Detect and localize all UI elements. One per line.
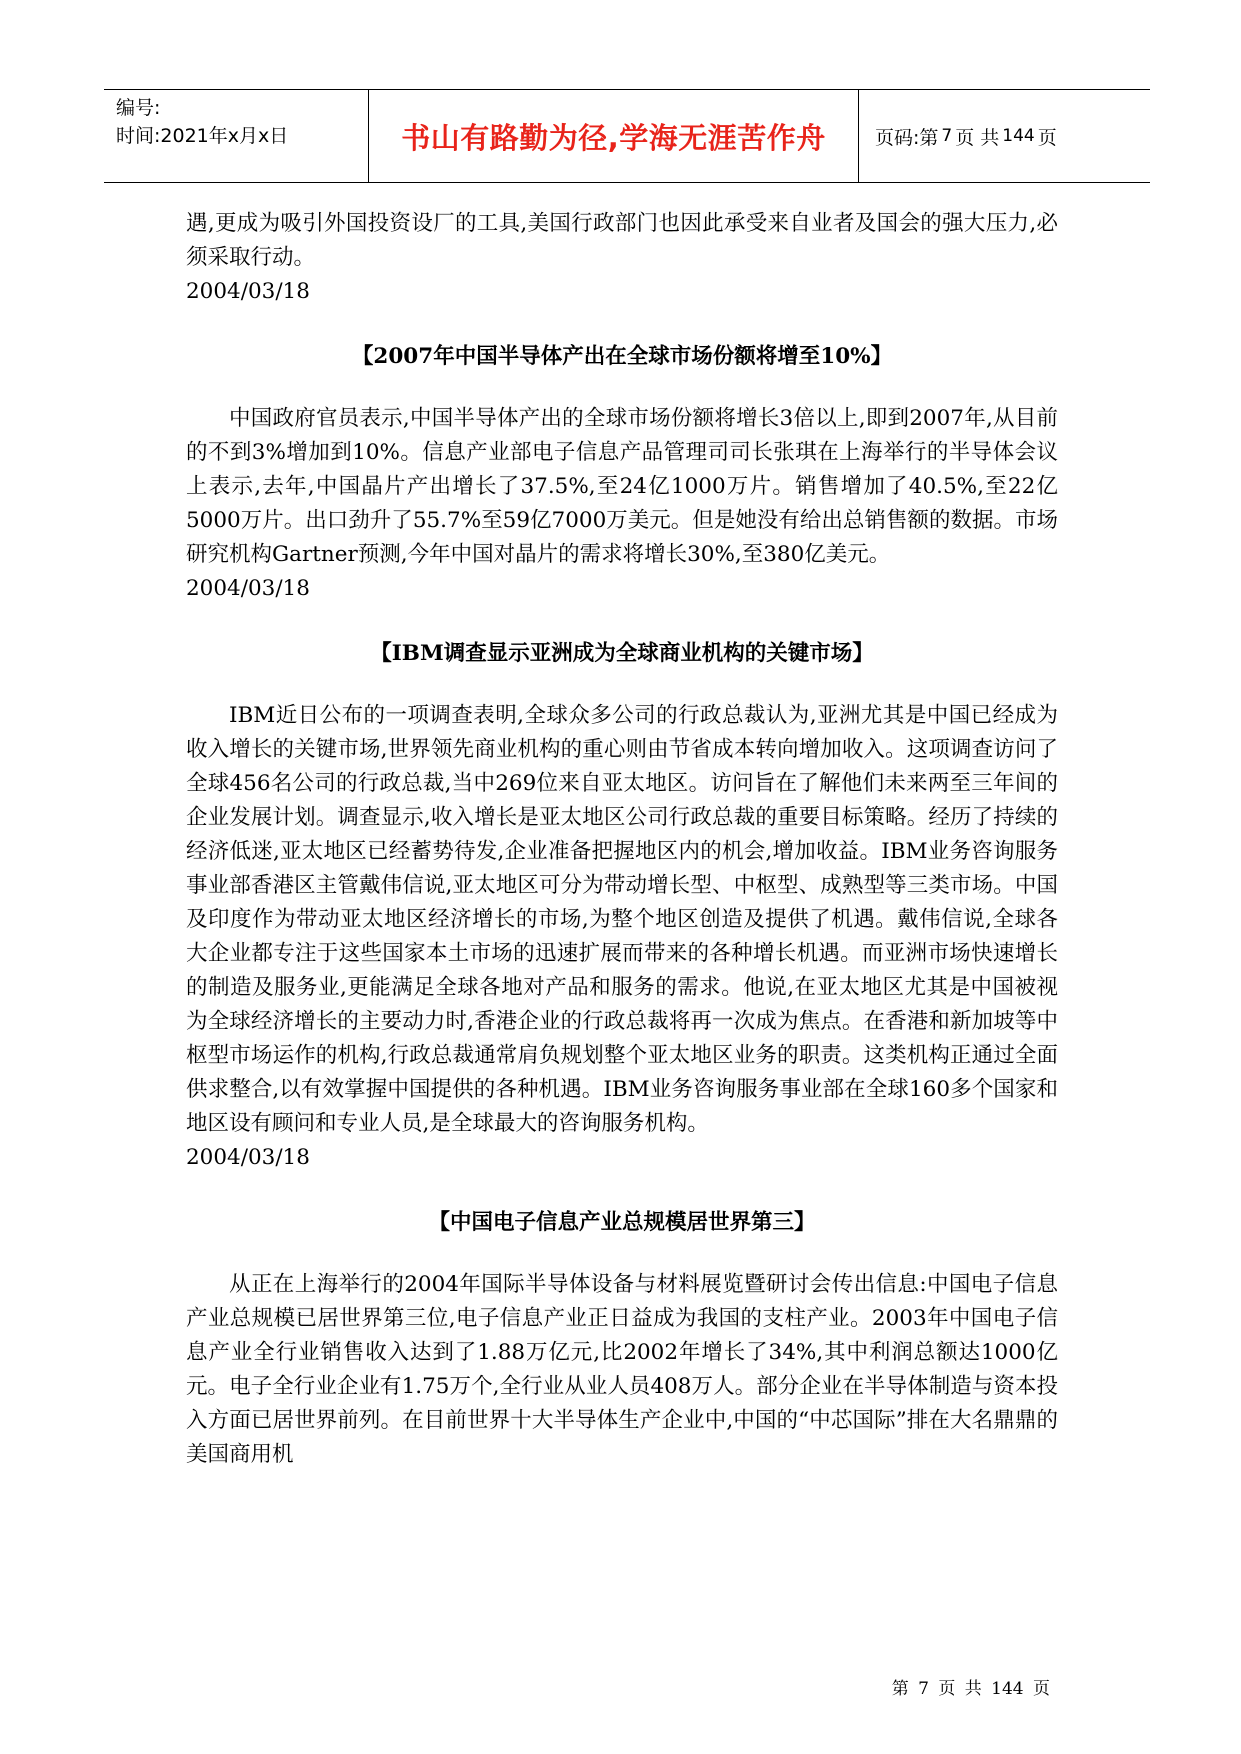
page-middle: 页 共 <box>955 126 1000 149</box>
article-paragraph: 从正在上海举行的2004年国际半导体设备与材料展览暨研讨会传出信息:中国电子信息产业总规模已居世界第三位,电子信息产业正日益成为我国的支柱产业。2003年中国电子信息产业全行业销售收入达到了1.88万亿元,比2002年增长了34%,其中利润总额达1000亿元。电子全行业企业有1.75万个,全行业从业人员408万人。部分企业在半导体制造与资本投入方面已居世界前列。在目前世界十大半导体生产企业中,中国的“中芯国际”排在大名鼎鼎的美国商用机 <box>186 1272 1058 1467</box>
article-date: 2004/03/18 <box>186 1145 310 1170</box>
page-prefix: 页码:第 <box>875 126 939 149</box>
article-title: 【2007年中国半导体产出在全球市场份额将增至10%】 <box>351 344 893 369</box>
header-page-info <box>859 90 1150 182</box>
header-slogan: 书山有路勤为径,学海无涯苦作舟 <box>369 90 859 182</box>
article-paragraph: IBM近日公布的一项调查表明,全球众多公司的行政总裁认为,亚洲尤其是中国已经成为收入增长的关键市场,世界领先商业机构的重心则由节省成本转向增加收入。这项调查访问了全球456名公司的行政总裁,当中269位来自亚太地区。访问旨在了解他们未来两至三年间的企业发展计划。调查显示,收入增长是亚太地区公司行政总裁的重要目标策略。经历了持续的经济低迷,亚太地区已经蓄势待发,企业准备把握地区内的机会,增加收益。IBM业务咨询服务事业部香港区主管戴伟信说,亚太地区可分为带动增长型、中枢型、成熟型等三类市场。中国及印度作为带动亚太地区经济增长的市场,为整个地区创造及提供了机遇。戴伟信说,全球各大企业都专注于这些国家本土市场的迅速扩展而带来的各种增长机遇。而亚洲市场快速增长的制造及服务业,更能满足全球各地对产品和服务的需求。他说,在亚太地区尤其是中国被视为全球经济增长的主要动力时,香港企业的行政总裁将再一次成为焦点。在香港和新加坡等中枢型市场运作的机构,行政总裁通常肩负规划整个亚太地区业务的职责。这类机构正通过全面供求整合,以有效掌握中国提供的各种机遇。IBM业务咨询服务事业部在全球160多个国家和地区设有顾问和专业人员,是全球最大的咨询服务机构。 <box>186 703 1058 1136</box>
article-date: 2004/03/18 <box>186 576 310 601</box>
article-date: 2004/03/18 <box>186 279 310 304</box>
page-header <box>104 89 1150 183</box>
time-label: 时间:2021年x月x日 <box>116 125 289 147</box>
page-footer: 第 7 页 共 144 页 <box>891 1679 1050 1699</box>
article-paragraph: 中国政府官员表示,中国半导体产出的全球市场份额将增长3倍以上,即到2007年,从目前的不到3%增加到10%。信息产业部电子信息产品管理司司长张琪在上海举行的半导体会议上表示,去年,中国晶片产出增长了37.5%,至24亿1000万片。销售增加了40.5%,至22亿5000万片。出口劲升了55.7%至59亿7000万美元。但是她没有给出总销售额的数据。市场研究机构Gartner预测,今年中国对晶片的需求将增长30%,至380亿美元。 <box>186 406 1058 567</box>
page-total: 144 <box>1002 126 1035 146</box>
header-meta <box>104 90 369 182</box>
document-body <box>186 207 1058 1472</box>
page-current: 7 <box>941 126 953 146</box>
article-tail-paragraph: 遇,更成为吸引外国投资设厂的工具,美国行政部门也因此承受来自业者及国会的强大压力,必须采取行动。 <box>186 211 1058 270</box>
article-title: 【IBM调查显示亚洲成为全球商业机构的关键市场】 <box>370 641 874 666</box>
page-suffix: 页 <box>1037 126 1057 149</box>
number-label: 编号: <box>116 97 161 119</box>
article-title: 【中国电子信息产业总规模居世界第三】 <box>428 1210 816 1235</box>
